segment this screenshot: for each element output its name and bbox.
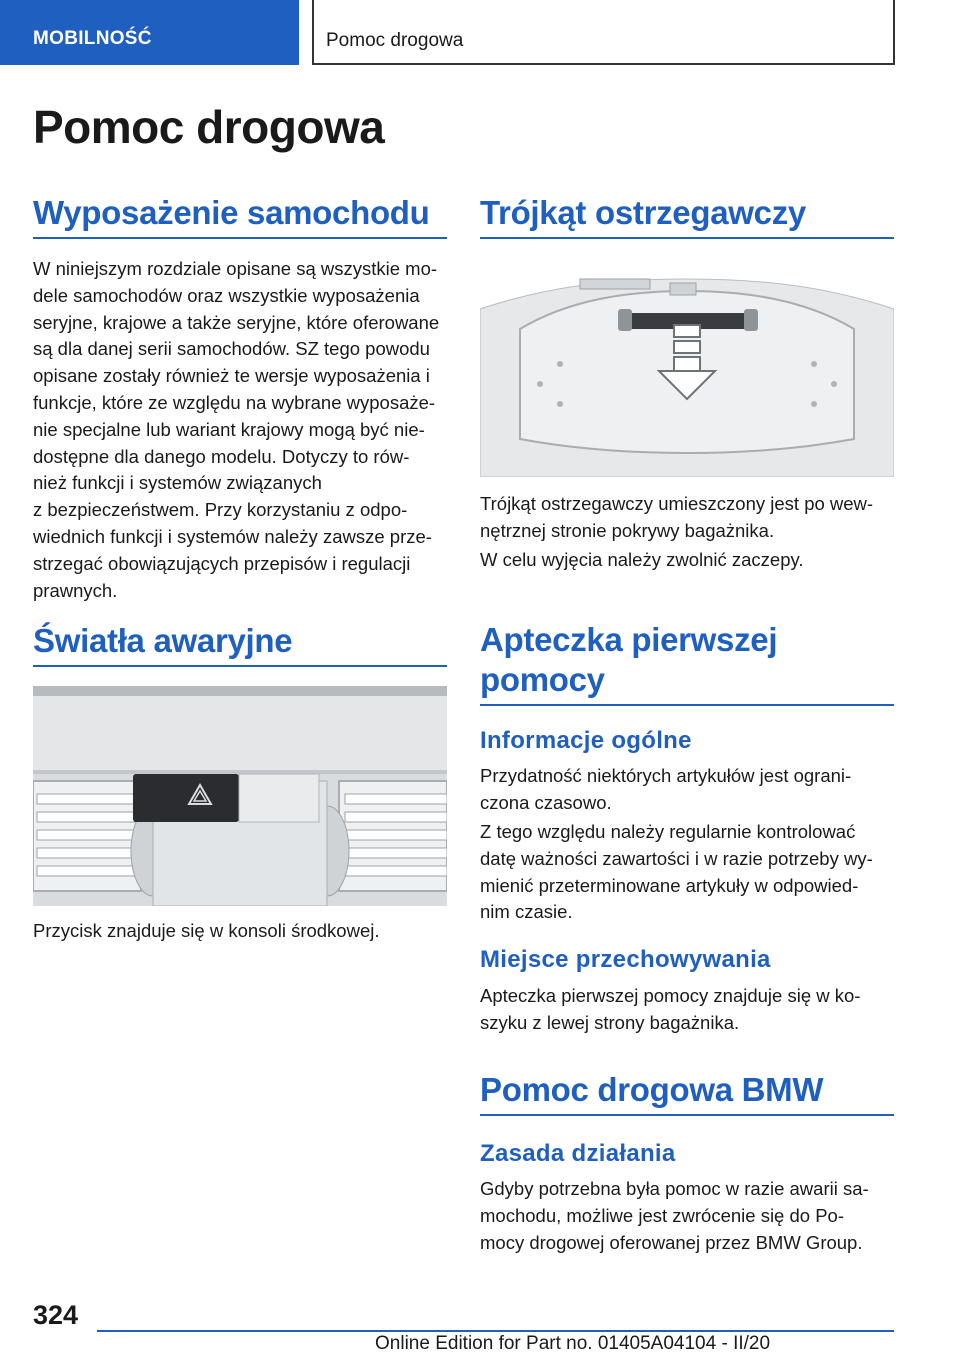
equipment-paragraph (33, 256, 447, 604)
heading-storage-location: Miejsce przechowywania (480, 946, 771, 973)
trunk-lid-illustration (480, 269, 894, 477)
page-number: 324 (33, 1300, 79, 1330)
text-line: mocy drogowej oferowanej przez BMW Group. (480, 1231, 863, 1253)
page-tab[interactable]: Pomoc drogowa (312, 0, 895, 65)
section-tab[interactable]: MOBILNOŚĆ (0, 0, 299, 65)
text-line: Przycisk znajduje się w konsoli środkowej. (33, 920, 380, 941)
text-line: prawnych. (33, 579, 118, 601)
text-line: Trójkąt ostrzegawczy umieszczony jest po wew‐ (480, 493, 874, 514)
text-line: strzegać obowiązujących przepisów i regulacji (33, 552, 411, 574)
heading-bmw-roadside: Pomoc drogowa BMW (480, 1070, 894, 1116)
text-line: W niniejszym rozdziale opisane są wszystkie mo‐ (33, 258, 438, 279)
text-line: szyku z lewej strony bagażnika. (480, 1011, 740, 1033)
text-line: Przydatność niektórych artykułów jest ograni‐ (480, 765, 852, 786)
general-info-paragraph-1 (480, 763, 894, 817)
heading-line: pomocy (480, 661, 605, 698)
footer-divider (97, 1330, 894, 1332)
heading-principle: Zasada działania (480, 1140, 676, 1167)
text-line: funkcje, które ze względu na wybrane wyposaże‐ (33, 391, 436, 413)
text-line: wiednich funkcji i systemów należy zawsze prze‐ (33, 525, 432, 547)
text-line: mienić przeterminowane artykuły w odpowied‐ (480, 874, 859, 896)
text-line: W celu wyjęcia należy zwolnić zaczepy. (480, 549, 804, 570)
heading-warning-triangle: Trójkąt ostrzegawczy (480, 193, 894, 239)
storage-paragraph (480, 983, 894, 1037)
text-line: dostępne dla danego modelu. Dotyczy to rów‐ (33, 445, 410, 467)
heading-general-info: Informacje ogólne (480, 727, 692, 754)
text-line: opisane zostały również te wersje wyposażenia i (33, 365, 430, 387)
text-line: mochodu, możliwe jest zwrócenie się do Po‐ (480, 1204, 844, 1226)
text-line: z bezpieczeństwem. Przy korzystaniu z odpo‐ (33, 499, 408, 521)
text-line: Gdyby potrzebna była pomoc w razie awarii sa‐ (480, 1178, 869, 1199)
general-info-paragraph-2 (480, 819, 894, 926)
triangle-removal-paragraph (480, 547, 894, 574)
text-line: Apteczka pierwszej pomocy znajduje się w ko‐ (480, 985, 861, 1006)
heading-first-aid (480, 620, 894, 706)
page-title: Pomoc drogowa (33, 101, 385, 153)
hazard-caption (33, 918, 447, 945)
text-line: dele samochodów oraz wszystkie wyposażenia (33, 284, 420, 306)
text-line: nie specjalne lub wariant krajowy mogą być nie‐ (33, 418, 425, 440)
text-line: seryjne, krajowe a także seryjne, które oferowane (33, 311, 440, 333)
text-line: są dla danej serii samochodów. SZ tego powodu (33, 338, 430, 360)
text-line: czona czasowo. (480, 791, 612, 813)
text-line: Z tego względu należy regularnie kontrolować (480, 821, 856, 842)
footer-edition: Online Edition for Part no. 01405A04104 - II/20 (375, 1333, 771, 1354)
text-line: nież funkcji i systemów związanych (33, 472, 322, 494)
text-line: nim czasie. (480, 901, 573, 923)
hazard-button-illustration (33, 686, 447, 906)
heading-line: Apteczka pierwszej (480, 621, 778, 658)
heading-equipment: Wyposażenie samochodu (33, 193, 447, 239)
heading-hazard-lights: Światła awaryjne (33, 621, 447, 667)
text-line: nętrznej stronie pokrywy bagażnika. (480, 519, 775, 541)
principle-paragraph (480, 1176, 894, 1256)
triangle-paragraph (480, 491, 894, 545)
text-line: datę ważności zawartości i w razie potrzeby wy‐ (480, 847, 873, 869)
